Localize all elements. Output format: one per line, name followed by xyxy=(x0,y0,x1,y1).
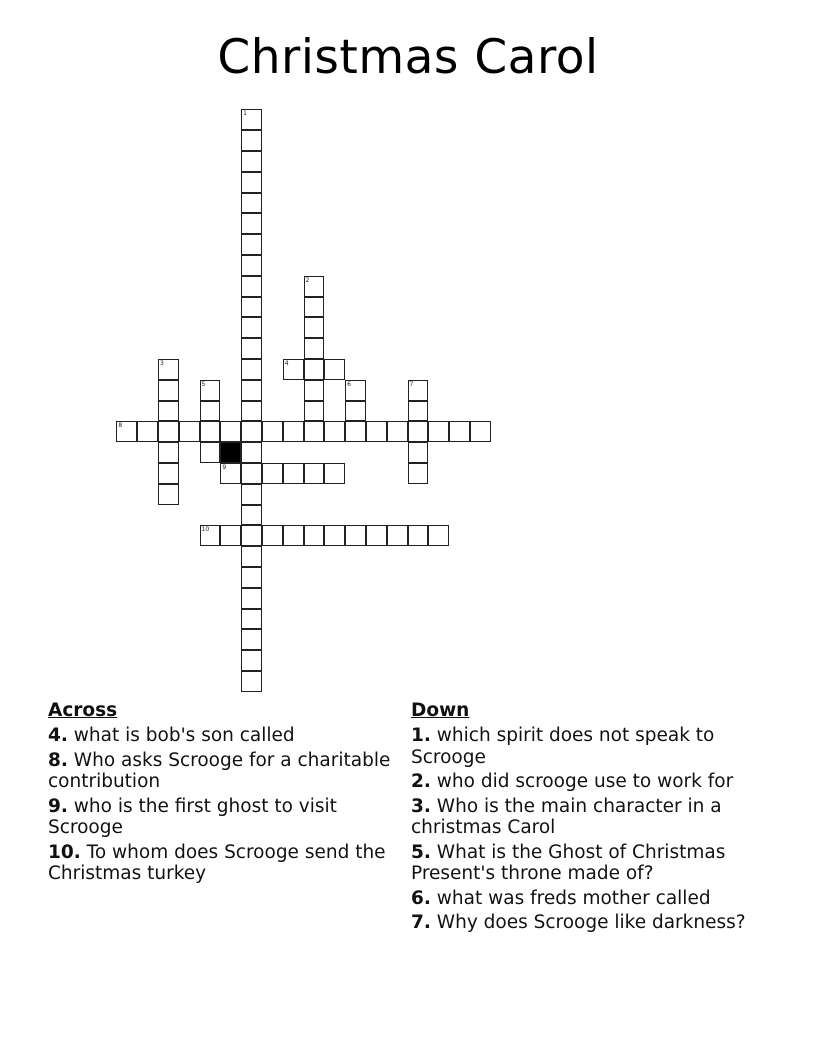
down-heading: Down xyxy=(411,700,470,721)
clue-down-3 xyxy=(411,796,761,839)
grid-cell[interactable] xyxy=(241,671,262,692)
clue-text: To whom does Scrooge send the Christmas turkey xyxy=(48,841,386,884)
cell-number: 3 xyxy=(159,359,164,367)
grid-cell[interactable] xyxy=(241,213,262,234)
cell-number: 2 xyxy=(305,276,310,284)
grid-cell[interactable] xyxy=(283,421,304,442)
grid-cell[interactable] xyxy=(408,421,429,442)
clue-number: 9. xyxy=(48,795,68,817)
grid-cell[interactable] xyxy=(345,421,366,442)
grid-cell[interactable] xyxy=(241,317,262,338)
cell-number: 1 xyxy=(243,110,247,118)
clue-text: what was freds mother called xyxy=(436,887,711,909)
grid-cell[interactable] xyxy=(241,421,262,442)
grid-cell[interactable] xyxy=(241,297,262,318)
grid-cell[interactable] xyxy=(241,172,262,193)
grid-cell[interactable] xyxy=(387,525,408,546)
clue-across-8 xyxy=(48,750,398,793)
grid-cell[interactable] xyxy=(304,380,325,401)
grid-cell[interactable] xyxy=(241,484,262,505)
clue-text: Who is the main character in a christmas Carol xyxy=(411,795,722,838)
grid-cell[interactable] xyxy=(470,421,491,442)
grid-cell[interactable] xyxy=(241,567,262,588)
grid-cell[interactable] xyxy=(345,525,366,546)
grid-cell[interactable] xyxy=(241,234,262,255)
grid-cell[interactable] xyxy=(241,442,262,463)
down-clues xyxy=(411,700,761,937)
grid-cell[interactable] xyxy=(158,442,179,463)
grid-cell[interactable] xyxy=(324,463,345,484)
across-heading: Across xyxy=(48,700,118,721)
grid-cell[interactable] xyxy=(262,525,283,546)
clue-down-1 xyxy=(411,725,761,768)
grid-cell[interactable] xyxy=(324,359,345,380)
clue-text: Who asks Scrooge for a charitable contribution xyxy=(48,749,391,792)
grid-cell[interactable] xyxy=(387,421,408,442)
grid-cell[interactable] xyxy=(408,442,429,463)
grid-cell[interactable] xyxy=(241,151,262,172)
grid-cell[interactable] xyxy=(408,525,429,546)
clue-number: 5. xyxy=(411,841,431,863)
grid-cell[interactable] xyxy=(304,297,325,318)
clue-number: 6. xyxy=(411,887,431,909)
grid-cell[interactable] xyxy=(262,421,283,442)
clue-across-4 xyxy=(48,725,398,747)
grid-cell[interactable] xyxy=(304,276,325,297)
grid-cell[interactable] xyxy=(241,338,262,359)
grid-cell[interactable] xyxy=(241,525,262,546)
clue-text: which spirit does not speak to Scrooge xyxy=(411,725,715,768)
grid-cell[interactable] xyxy=(241,380,262,401)
grid-cell[interactable] xyxy=(428,421,449,442)
black-cell xyxy=(220,442,241,463)
grid-cell[interactable] xyxy=(220,421,241,442)
clue-text: What is the Ghost of Christmas Present's throne made of? xyxy=(411,841,726,884)
grid-cell[interactable] xyxy=(304,359,325,380)
grid-cell[interactable] xyxy=(408,463,429,484)
grid-cell[interactable] xyxy=(324,525,345,546)
grid-cell[interactable] xyxy=(200,525,221,546)
grid-cell[interactable] xyxy=(241,650,262,671)
grid-cell[interactable] xyxy=(158,380,179,401)
grid-cell[interactable] xyxy=(137,421,158,442)
grid-cell[interactable] xyxy=(283,525,304,546)
clue-text: who did scrooge use to work for xyxy=(436,771,734,792)
grid-cell[interactable] xyxy=(283,463,304,484)
clue-number: 2. xyxy=(411,771,431,792)
grid-cell[interactable] xyxy=(241,505,262,526)
clue-text: who is the first ghost to visit Scrooge xyxy=(48,795,337,838)
grid-cell[interactable] xyxy=(200,401,221,422)
clue-number: 3. xyxy=(411,795,431,817)
clue-text: what is bob's son called xyxy=(73,725,295,746)
cell-number: 5 xyxy=(201,380,206,388)
grid-cell[interactable] xyxy=(241,359,262,380)
grid-cell[interactable] xyxy=(200,380,221,401)
grid-cell[interactable] xyxy=(179,421,200,442)
grid-cell[interactable] xyxy=(220,525,241,546)
grid-cell[interactable] xyxy=(116,421,137,442)
grid-cell[interactable] xyxy=(241,629,262,650)
clue-across-9 xyxy=(48,796,398,839)
grid-cell[interactable] xyxy=(304,401,325,422)
clue-down-2 xyxy=(411,771,761,793)
clue-text: Why does Scrooge like darkness? xyxy=(436,912,746,933)
grid-cell[interactable] xyxy=(241,255,262,276)
grid-cell[interactable] xyxy=(158,359,179,380)
grid-cell[interactable] xyxy=(158,484,179,505)
grid-cell[interactable] xyxy=(241,109,262,130)
grid-cell[interactable] xyxy=(241,609,262,630)
grid-cell[interactable] xyxy=(283,359,304,380)
grid-cell[interactable] xyxy=(241,193,262,214)
grid-cell[interactable] xyxy=(241,546,262,567)
grid-cell[interactable] xyxy=(304,463,325,484)
grid-cell[interactable] xyxy=(324,421,345,442)
cell-number: 10 xyxy=(201,526,210,534)
grid-cell[interactable] xyxy=(220,463,241,484)
grid-cell[interactable] xyxy=(304,317,325,338)
cell-number: 7 xyxy=(409,380,414,388)
cell-number: 4 xyxy=(284,359,289,367)
grid-cell[interactable] xyxy=(366,421,387,442)
clue-number: 10. xyxy=(48,841,81,863)
clue-number: 4. xyxy=(48,725,68,746)
grid-cell[interactable] xyxy=(428,525,449,546)
cell-number: 6 xyxy=(347,380,351,388)
grid-cell[interactable] xyxy=(449,421,470,442)
grid-cell[interactable] xyxy=(241,276,262,297)
grid-cell[interactable] xyxy=(262,463,283,484)
crossword-grid xyxy=(117,110,497,700)
clue-down-6 xyxy=(411,888,761,910)
clue-down-7 xyxy=(411,912,761,934)
grid-cell[interactable] xyxy=(304,421,325,442)
grid-cell[interactable] xyxy=(241,401,262,422)
cell-number: 9 xyxy=(222,463,227,471)
grid-cell[interactable] xyxy=(241,588,262,609)
across-clues xyxy=(48,700,398,888)
clue-number: 8. xyxy=(48,749,68,771)
clue-across-10 xyxy=(48,842,398,885)
grid-cell[interactable] xyxy=(158,463,179,484)
clue-down-5 xyxy=(411,842,761,885)
grid-cell[interactable] xyxy=(241,130,262,151)
grid-cell[interactable] xyxy=(345,401,366,422)
clue-number: 1. xyxy=(411,725,431,746)
grid-cell[interactable] xyxy=(241,463,262,484)
grid-cell[interactable] xyxy=(200,442,221,463)
grid-cell[interactable] xyxy=(158,401,179,422)
grid-cell[interactable] xyxy=(304,338,325,359)
cell-number: 8 xyxy=(118,422,123,430)
grid-cell[interactable] xyxy=(200,421,221,442)
grid-cell[interactable] xyxy=(304,525,325,546)
grid-cell[interactable] xyxy=(366,525,387,546)
grid-cell[interactable] xyxy=(408,401,429,422)
grid-cell[interactable] xyxy=(345,380,366,401)
clue-number: 7. xyxy=(411,912,431,933)
grid-cell[interactable] xyxy=(408,380,429,401)
grid-cell[interactable] xyxy=(158,421,179,442)
puzzle-title: Christmas Carol xyxy=(217,30,599,85)
